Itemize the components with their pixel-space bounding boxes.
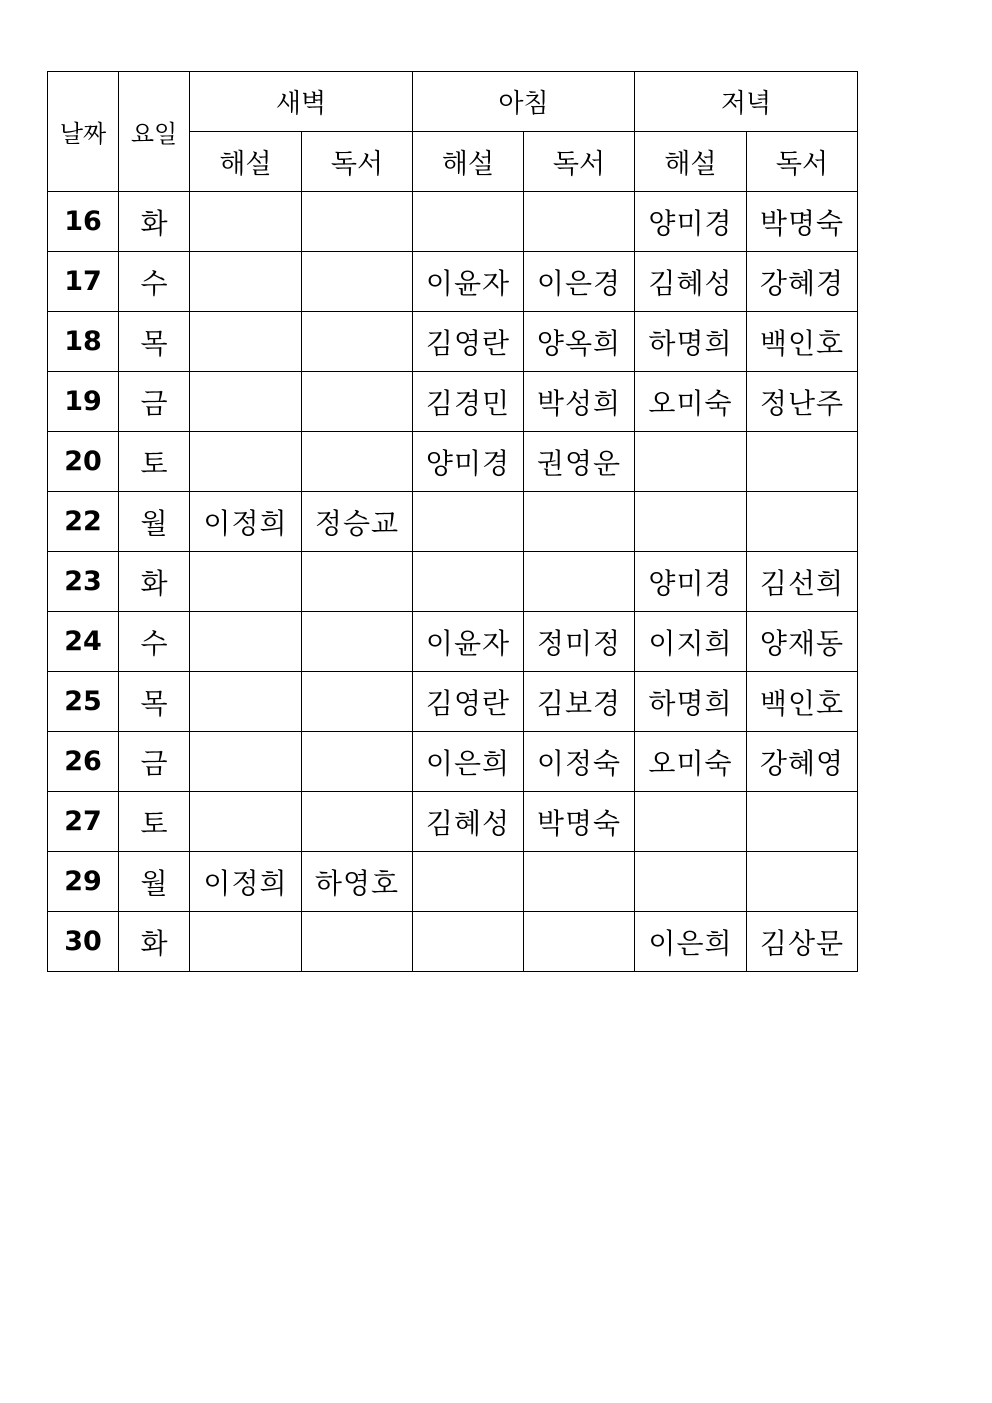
table-row bbox=[48, 612, 858, 672]
dawn-commentary-cell bbox=[190, 912, 302, 972]
weekday-cell: 토 bbox=[119, 792, 190, 852]
evening-reading-cell bbox=[747, 792, 858, 852]
weekday-cell: 월 bbox=[119, 492, 190, 552]
evening-reading-cell: 정난주 bbox=[747, 372, 858, 432]
morning-commentary-cell: 김영란 bbox=[413, 312, 524, 372]
evening-reading-cell bbox=[747, 852, 858, 912]
date-cell: 19 bbox=[48, 372, 119, 432]
evening-commentary-cell: 이은희 bbox=[635, 912, 747, 972]
evening-reading-cell: 강혜영 bbox=[747, 732, 858, 792]
date-cell: 24 bbox=[48, 612, 119, 672]
dawn-reading-cell bbox=[302, 372, 413, 432]
dawn-reading-cell bbox=[302, 552, 413, 612]
dawn-reading-cell bbox=[302, 732, 413, 792]
date-cell: 18 bbox=[48, 312, 119, 372]
dawn-reading-cell bbox=[302, 312, 413, 372]
date-cell: 16 bbox=[48, 192, 119, 252]
morning-reading-cell bbox=[524, 552, 635, 612]
table-row bbox=[48, 492, 858, 552]
dawn-commentary-cell bbox=[190, 612, 302, 672]
morning-commentary-cell: 이은희 bbox=[413, 732, 524, 792]
role-header-commentary: 해설 bbox=[190, 132, 302, 192]
morning-reading-cell: 권영운 bbox=[524, 432, 635, 492]
dawn-reading-cell bbox=[302, 432, 413, 492]
morning-reading-cell: 이은경 bbox=[524, 252, 635, 312]
dawn-reading-cell: 정승교 bbox=[302, 492, 413, 552]
evening-commentary-cell: 김혜성 bbox=[635, 252, 747, 312]
evening-commentary-cell: 오미숙 bbox=[635, 372, 747, 432]
morning-commentary-cell: 이윤자 bbox=[413, 612, 524, 672]
dawn-commentary-cell bbox=[190, 372, 302, 432]
role-header-reading: 독서 bbox=[747, 132, 858, 192]
morning-commentary-cell: 양미경 bbox=[413, 432, 524, 492]
morning-commentary-cell: 이윤자 bbox=[413, 252, 524, 312]
dawn-commentary-cell: 이정희 bbox=[190, 852, 302, 912]
evening-commentary-cell: 양미경 bbox=[635, 192, 747, 252]
weekday-cell: 월 bbox=[119, 852, 190, 912]
dawn-commentary-cell: 이정희 bbox=[190, 492, 302, 552]
table-body bbox=[48, 192, 858, 972]
evening-commentary-cell: 하명희 bbox=[635, 672, 747, 732]
morning-reading-cell bbox=[524, 852, 635, 912]
date-column-header: 날짜 bbox=[48, 72, 119, 192]
dawn-reading-cell bbox=[302, 792, 413, 852]
date-cell: 27 bbox=[48, 792, 119, 852]
morning-reading-cell: 박명숙 bbox=[524, 792, 635, 852]
date-cell: 26 bbox=[48, 732, 119, 792]
morning-commentary-cell: 김경민 bbox=[413, 372, 524, 432]
session-header-morning: 아침 bbox=[413, 72, 635, 132]
dawn-reading-cell bbox=[302, 192, 413, 252]
date-cell: 23 bbox=[48, 552, 119, 612]
dawn-commentary-cell bbox=[190, 432, 302, 492]
date-cell: 22 bbox=[48, 492, 119, 552]
table-row bbox=[48, 672, 858, 732]
table-row bbox=[48, 252, 858, 312]
table-row bbox=[48, 732, 858, 792]
morning-commentary-cell bbox=[413, 852, 524, 912]
morning-reading-cell: 이정숙 bbox=[524, 732, 635, 792]
weekday-cell: 화 bbox=[119, 912, 190, 972]
role-header-commentary: 해설 bbox=[635, 132, 747, 192]
dawn-reading-cell bbox=[302, 912, 413, 972]
date-cell: 20 bbox=[48, 432, 119, 492]
dawn-reading-cell bbox=[302, 252, 413, 312]
dawn-commentary-cell bbox=[190, 672, 302, 732]
table-row bbox=[48, 432, 858, 492]
header-row-sessions bbox=[48, 72, 858, 132]
evening-reading-cell: 백인호 bbox=[747, 672, 858, 732]
evening-reading-cell: 백인호 bbox=[747, 312, 858, 372]
table-row bbox=[48, 192, 858, 252]
table-row bbox=[48, 912, 858, 972]
session-header-dawn: 새벽 bbox=[190, 72, 413, 132]
table-row bbox=[48, 372, 858, 432]
evening-commentary-cell bbox=[635, 432, 747, 492]
evening-reading-cell: 양재동 bbox=[747, 612, 858, 672]
morning-commentary-cell: 김영란 bbox=[413, 672, 524, 732]
morning-commentary-cell bbox=[413, 552, 524, 612]
date-cell: 29 bbox=[48, 852, 119, 912]
date-cell: 25 bbox=[48, 672, 119, 732]
table-header bbox=[48, 72, 858, 192]
weekday-cell: 수 bbox=[119, 252, 190, 312]
weekday-cell: 수 bbox=[119, 612, 190, 672]
evening-commentary-cell bbox=[635, 492, 747, 552]
morning-commentary-cell: 김혜성 bbox=[413, 792, 524, 852]
weekday-column-header: 요일 bbox=[119, 72, 190, 192]
morning-reading-cell: 박성희 bbox=[524, 372, 635, 432]
role-header-reading: 독서 bbox=[524, 132, 635, 192]
schedule-table bbox=[47, 71, 858, 972]
table-row bbox=[48, 552, 858, 612]
dawn-commentary-cell bbox=[190, 252, 302, 312]
evening-reading-cell bbox=[747, 492, 858, 552]
evening-commentary-cell: 양미경 bbox=[635, 552, 747, 612]
weekday-cell: 화 bbox=[119, 552, 190, 612]
dawn-reading-cell: 하영호 bbox=[302, 852, 413, 912]
table-row bbox=[48, 852, 858, 912]
weekday-cell: 화 bbox=[119, 192, 190, 252]
morning-commentary-cell bbox=[413, 192, 524, 252]
table-row bbox=[48, 792, 858, 852]
evening-reading-cell: 김선희 bbox=[747, 552, 858, 612]
morning-reading-cell: 양옥희 bbox=[524, 312, 635, 372]
table-row bbox=[48, 312, 858, 372]
weekday-cell: 금 bbox=[119, 732, 190, 792]
evening-reading-cell bbox=[747, 432, 858, 492]
dawn-reading-cell bbox=[302, 612, 413, 672]
morning-reading-cell: 정미정 bbox=[524, 612, 635, 672]
weekday-cell: 목 bbox=[119, 672, 190, 732]
dawn-commentary-cell bbox=[190, 792, 302, 852]
morning-reading-cell bbox=[524, 192, 635, 252]
weekday-cell: 목 bbox=[119, 312, 190, 372]
weekday-cell: 토 bbox=[119, 432, 190, 492]
date-cell: 17 bbox=[48, 252, 119, 312]
morning-commentary-cell bbox=[413, 912, 524, 972]
dawn-commentary-cell bbox=[190, 732, 302, 792]
weekday-cell: 금 bbox=[119, 372, 190, 432]
evening-commentary-cell bbox=[635, 792, 747, 852]
morning-reading-cell: 김보경 bbox=[524, 672, 635, 732]
evening-commentary-cell: 하명희 bbox=[635, 312, 747, 372]
evening-reading-cell: 강혜경 bbox=[747, 252, 858, 312]
evening-reading-cell: 박명숙 bbox=[747, 192, 858, 252]
dawn-reading-cell bbox=[302, 672, 413, 732]
morning-commentary-cell bbox=[413, 492, 524, 552]
role-header-commentary: 해설 bbox=[413, 132, 524, 192]
evening-commentary-cell: 오미숙 bbox=[635, 732, 747, 792]
role-header-reading: 독서 bbox=[302, 132, 413, 192]
dawn-commentary-cell bbox=[190, 192, 302, 252]
evening-reading-cell: 김상문 bbox=[747, 912, 858, 972]
session-header-evening: 저녁 bbox=[635, 72, 858, 132]
dawn-commentary-cell bbox=[190, 552, 302, 612]
evening-commentary-cell: 이지희 bbox=[635, 612, 747, 672]
date-cell: 30 bbox=[48, 912, 119, 972]
dawn-commentary-cell bbox=[190, 312, 302, 372]
morning-reading-cell bbox=[524, 492, 635, 552]
morning-reading-cell bbox=[524, 912, 635, 972]
evening-commentary-cell bbox=[635, 852, 747, 912]
